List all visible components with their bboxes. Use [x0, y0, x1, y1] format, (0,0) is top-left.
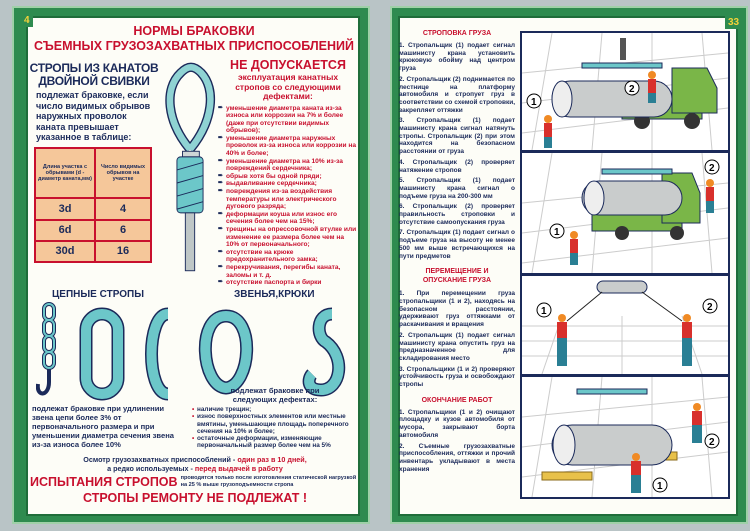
table-header: Число видимых обрывов на участке	[95, 148, 151, 198]
worker-icon	[570, 231, 578, 265]
chain-icon	[38, 304, 54, 394]
tests-text: проводятся только после изготовления статической нагрузкой на 25 % выше грузоподъемности стропа	[180, 475, 357, 489]
worker-label: 2	[707, 302, 713, 313]
defect-item: ➨ уменьшение диаметра каната из-за износа или коррозии на 7% и более (даже при отсутствии видимых обрывов);	[218, 105, 358, 135]
instruction-step: 1. Стропальщик (1) подает сигнал машинисту крана установить крюковую обойму над центром груза	[399, 42, 515, 73]
defect-item: • остаточные деформации, изменяющие первоначальный размер более чем на 5%	[192, 435, 358, 450]
illustration-lifting	[520, 151, 730, 275]
truck-loading-scene	[522, 33, 728, 150]
page-number: 4	[21, 14, 33, 27]
rope-heading	[30, 62, 159, 88]
instruction-step: 4. Стропальщик (2) проверяет натяжение стропов	[399, 158, 515, 174]
chain-heading: ЦЕПНЫЕ СТРОПЫ	[52, 289, 144, 300]
page-title	[28, 24, 360, 54]
title-line: СЪЕМНЫХ ГРУЗОЗАХВАТНЫХ ПРИСПОСОБЛЕНИЙ	[34, 39, 354, 53]
inspection-line	[30, 465, 360, 474]
table-row	[35, 220, 151, 241]
links-intro: подлежат браковке при следующих дефектах:	[230, 386, 320, 404]
worker-icon	[692, 403, 702, 443]
instruction-step: 2. Стропальщик (2) поднимается по лестнице на платформу автомобиля и стропует груз в соответствии со схемой строповки, закрепляет оттяжки	[399, 75, 515, 114]
defect-item: ➨ деформации коуша или износ его сечения более чем на 15%;	[218, 211, 358, 226]
worker-icon	[648, 71, 656, 103]
worker-icon	[544, 115, 552, 148]
defect-item: ➨ повреждения из-за воздействия температуры или электрического дугового разряда;	[218, 188, 358, 211]
table-cell: 3d	[35, 198, 95, 220]
worker-label: 1	[541, 306, 547, 317]
defect-item: ➨ обрыв хотя бы одной пряди;	[218, 173, 358, 181]
section-title	[399, 268, 515, 285]
worker-label: 2	[709, 437, 715, 448]
instruction-step: 7. Стропальщик (1) подает сигнал о подъеме груза на высоту не менее 500 мм выше встречающихся на пути предметов	[399, 229, 515, 260]
page-number: 33	[725, 16, 742, 29]
worker-label: 2	[629, 84, 635, 95]
inspection-period: один раз в 10 дней,	[237, 455, 307, 464]
rope-text: подлежат браковке, если число видимых обрывов наружных проволок каната превышает указанное в таблице:	[36, 90, 151, 142]
worker-label: 1	[531, 97, 537, 108]
instruction-step: 1. При перемещении груза стропальщики (1 и 2), находясь на безопасном расстоянии, удерживают груз оттяжками от раскачивания и вращения	[399, 290, 515, 329]
prohibited-section	[218, 58, 358, 287]
table-row	[35, 198, 151, 220]
table-cell: 6	[95, 220, 151, 241]
defect-item: ➨ уменьшение диаметра на 10% из-за повреждений сердечника;	[218, 158, 358, 173]
worker-label: 2	[709, 163, 715, 174]
rope-heading-line: СТРОПЫ ИЗ КАНАТОВ	[29, 61, 159, 75]
table-row	[35, 241, 151, 262]
inspection-text: а редко используемых -	[107, 463, 195, 473]
title-line: НОРМЫ БРАКОВКИ	[133, 24, 255, 38]
defect-item: ➨ уменьшение диаметра наружных проволок из-за износа или коррозии на 40% и более;	[218, 135, 358, 158]
instruction-step: 2. Стропальщик (1) подает сигнал машинисту крана опустить груз на предназначенное для складирования место	[399, 331, 515, 362]
section-title-line: ОПУСКАНИЕ ГРУЗА	[422, 276, 492, 284]
section-items	[399, 409, 515, 474]
defect-item: ➨ отсутствие на крюке предохранительного замка;	[218, 249, 358, 264]
table-cell: 30d	[35, 241, 95, 262]
instructions-column	[399, 28, 515, 476]
table-cell: 16	[95, 241, 151, 262]
defect-item: • наличие трещин;	[192, 406, 358, 413]
instruction-step: 3. Стропальщик (1) подает машинисту крана сигнал натянуть стропы. Стропальщик (2) при этом находится на безопасном расстоянии от груза	[399, 117, 515, 156]
section-title: СТРОПОВКА ГРУЗА	[422, 30, 492, 37]
tests-heading: ИСПЫТАНИЯ СТРОПОВ	[30, 475, 178, 490]
defect-item: ➨ перекручивания, перегибы каната, заломы и т. д.	[218, 264, 358, 279]
rope-section	[30, 62, 158, 263]
defect-item: ➨ выдавливание сердечника;	[218, 180, 358, 188]
section-items	[399, 290, 515, 388]
illustration-slinging	[520, 31, 730, 152]
worker-icon	[706, 179, 714, 213]
rope-breaks-table	[34, 147, 152, 263]
inspection-note	[30, 456, 360, 473]
table-header: Длина участка с обрывами (d - диаметр каната,мм)	[35, 148, 95, 198]
section-title-line: ПЕРЕМЕЩЕНИЕ И	[425, 268, 489, 276]
tests-row	[30, 475, 360, 489]
illustration-unloading	[520, 375, 730, 499]
defect-item: • износ поверхностных элементов или местные вмятины, уменьшающие площадь поперечного сечения на 10% и более;	[192, 413, 358, 435]
table-cell: 6d	[35, 220, 95, 241]
moving-load-scene	[522, 276, 728, 374]
illustration-moving	[520, 274, 730, 376]
table-cell: 4	[95, 198, 151, 220]
worker-label: 1	[554, 227, 560, 238]
rope-loop-illustration	[162, 58, 218, 280]
bottom-section	[30, 456, 360, 505]
instruction-step: 5. Стропальщик (1) подает машинисту крана сигнал о подъеме груза на 200-300 мм	[399, 177, 515, 200]
rope-heading-line: ДВОЙНОЙ СВИВКИ	[38, 74, 150, 88]
truck-lifting-scene	[522, 153, 728, 273]
table-header-row	[35, 148, 151, 198]
links-heading: ЗВЕНЬЯ,КРЮКИ	[234, 289, 315, 300]
defect-item: ➨ отсутствие паспорта и бирки	[218, 279, 358, 287]
section-items	[399, 42, 515, 260]
chain-text: подлежат браковке при удлинении звена цепи более 3% от первоначального размера и при уменьшении диаметра сечения звена из-за износа более 10%	[32, 404, 175, 449]
footer-warning: СТРОПЫ РЕМОНТУ НЕ ПОДЛЕЖАТ !	[82, 491, 308, 506]
prohibited-heading: НЕ ДОПУСКАЕТСЯ	[230, 58, 346, 72]
inspection-text: Осмотр грузозахватных приспособлений -	[83, 455, 238, 464]
worker-icon	[557, 314, 567, 366]
links-section	[192, 386, 358, 450]
instruction-step: 6. Стропальщик (2) проверяет правильность строповки и отсутствие самоопускания груза	[399, 203, 515, 226]
inspection-period: перед выдачей в работу	[194, 463, 283, 473]
instruction-step: 3. Стропальщики (1 и 2) проверяют устойчивость груза и освобождают стропы	[399, 365, 515, 389]
instruction-step: 1. Стропальщики (1 и 2) очищают площадку и кузов автомобиля от мусора, закрывают борта автомобиля	[399, 408, 515, 439]
prohibited-subheading: эксплуатация канатных стропов со следующими дефектами:	[235, 72, 341, 101]
rope-defects-list	[218, 105, 358, 287]
worker-label: 1	[657, 481, 663, 492]
defect-item: ➨ трещины на опрессовочной втулке или изменение ее размера более чем на 10% от первоначального;	[218, 226, 358, 249]
links-defects-list	[192, 406, 358, 450]
section-title: ОКОНЧАНИЕ РАБОТ	[421, 396, 493, 404]
instruction-step: 2. Съемные грузозахватные приспособления, оттяжки и прочий инвентарь укладывают в места хранения	[399, 442, 515, 473]
unloading-scene	[522, 377, 728, 497]
